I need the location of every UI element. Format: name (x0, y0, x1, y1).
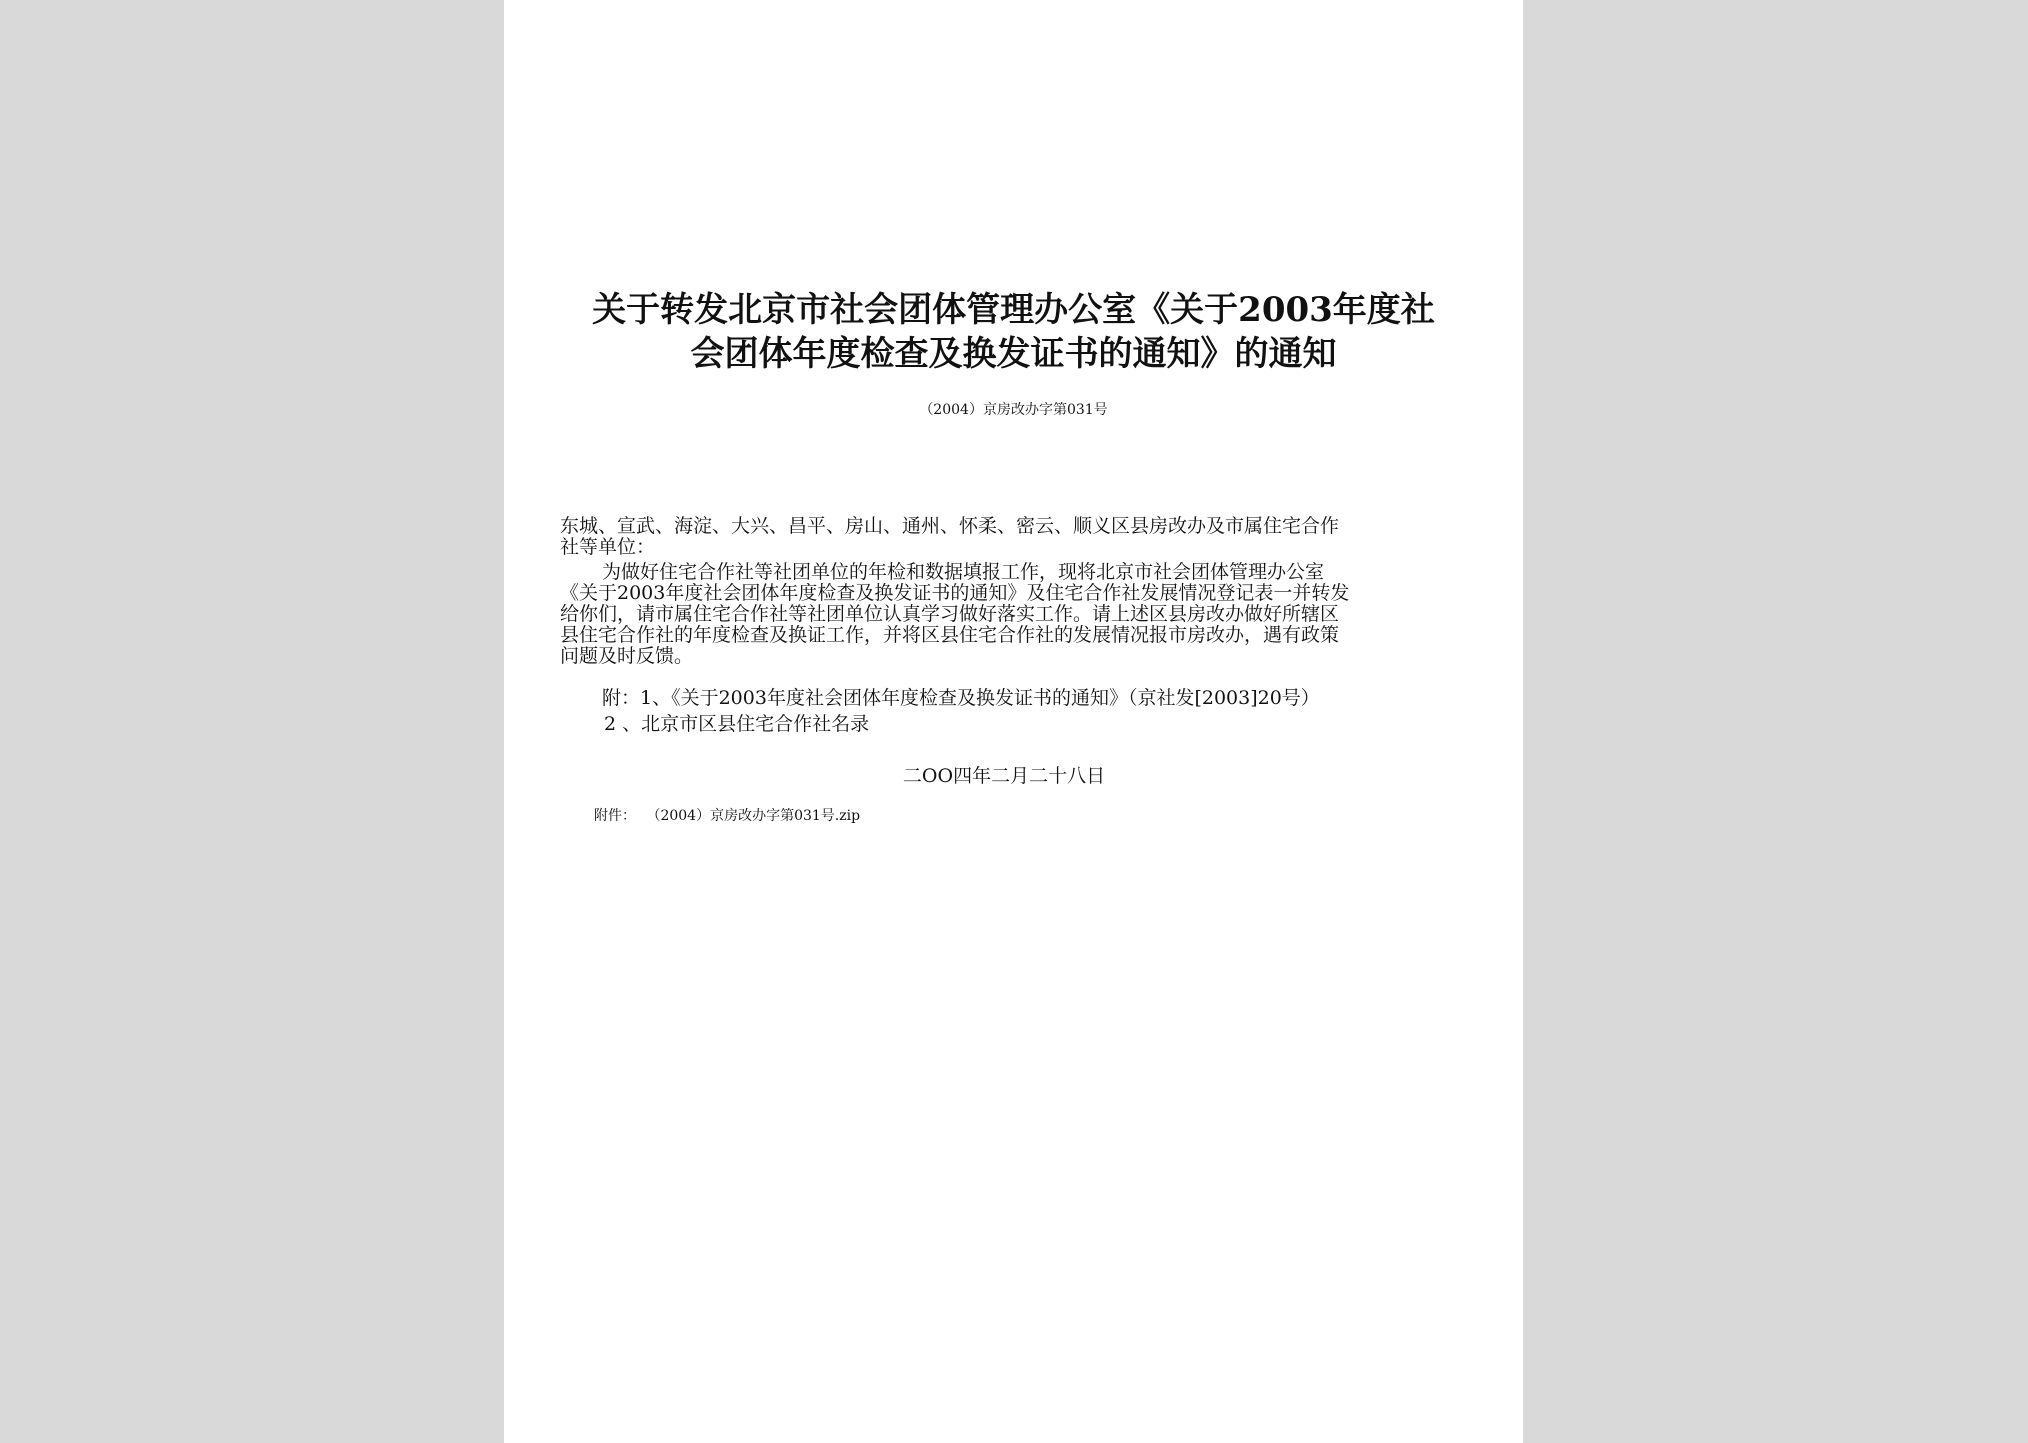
paragraph-line-1: 为做好住宅合作社等社团单位的年检和数据填报工作，现将北京市社会团体管理办公室 (602, 562, 1325, 583)
recipients (560, 516, 1450, 558)
appendix-item-1: 附：1、《关于2003年度社会团体年度检查及换发证书的通知》（京社发[2003]20号） (602, 687, 1320, 709)
recipients-line-1: 东城、宣武、海淀、大兴、昌平、房山、通州、怀柔、密云、顺义区县房改办及市属住宅合作 (560, 516, 1340, 537)
attachment-label: 附件： (594, 808, 636, 824)
paragraph-line-3: 给你们，请市属住宅合作社等社团单位认真学习做好落实工作。请上述区县房改办做好所辖区 (560, 604, 1340, 625)
paragraph-line-4: 县住宅合作社的年度检查及换证工作，并将区县住宅合作社的发展情况报市房改办，遇有政策 (560, 625, 1340, 646)
document-title (564, 288, 1463, 376)
paragraph-line-5: 问题及时反馈。 (560, 646, 694, 667)
appendix-item-2: 2 、北京市区县住宅合作社名录 (604, 713, 870, 735)
title-line-2: 会团体年度检查及换发证书的通知》的通知 (690, 334, 1337, 374)
document-page (504, 0, 1523, 1443)
title-line-1: 关于转发北京市社会团体管理办公室《关于2003年度社 (592, 290, 1435, 330)
document-number: （2004）京房改办字第031号 (919, 402, 1108, 418)
recipients-line-2: 社等单位： (560, 537, 656, 558)
document-date: 二OO四年二月二十八日 (902, 765, 1106, 787)
paragraph-line-2: 《关于2003年度社会团体年度检查及换发证书的通知》及住宅合作社发展情况登记表一并转发 (560, 583, 1350, 604)
attachment-row (594, 806, 860, 826)
body-paragraph (560, 562, 1450, 667)
attachment-file-link[interactable]: （2004）京房改办字第031号.zip (646, 808, 861, 824)
